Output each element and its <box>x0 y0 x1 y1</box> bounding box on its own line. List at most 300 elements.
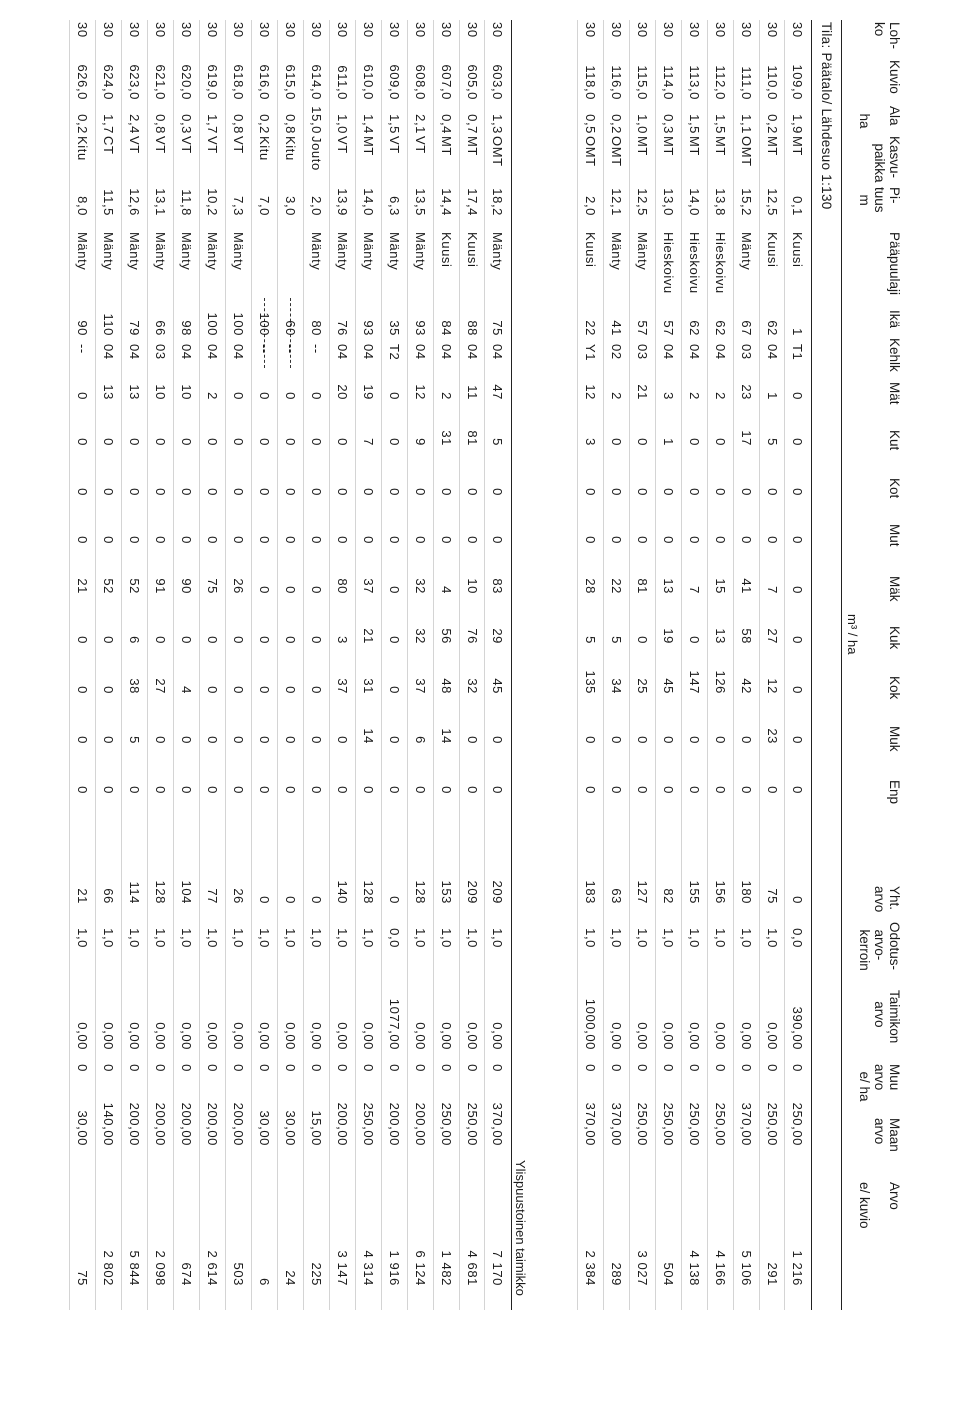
cell-kehlk: 04 <box>490 344 505 360</box>
cell-kok: 34 <box>609 678 624 694</box>
cell-muk: 0 <box>101 736 116 744</box>
cell-kp: VT <box>335 136 350 154</box>
cell-kot: 0 <box>713 488 728 496</box>
cell-mut: 0 <box>231 536 246 544</box>
cell-mut: 0 <box>790 536 805 544</box>
cell-laji: Mänty <box>335 232 350 271</box>
cell-enp: 0 <box>257 786 272 794</box>
cell-yht: 183 <box>583 880 598 904</box>
cell-muk: 0 <box>205 736 220 744</box>
cell-yht: 209 <box>490 880 505 904</box>
cell-kehlk: 04 <box>439 344 454 360</box>
cell-kot: 0 <box>609 488 624 496</box>
cell-kot: 0 <box>335 488 350 496</box>
cell-mak: 0 <box>257 586 272 594</box>
cell-odotus: 1,0 <box>609 928 624 948</box>
cell-kuvio: 605,0 <box>465 64 480 100</box>
cell-mut: 0 <box>765 536 780 544</box>
cell-ika: 100 <box>205 312 220 336</box>
cell-kuvio: 616,0 <box>257 64 272 100</box>
cell-muu: 0 <box>465 1064 480 1072</box>
cell-laji: Kuusi <box>465 232 480 268</box>
cell-ala: 1,7 <box>101 114 116 134</box>
cell-odotus: 1,0 <box>583 928 598 948</box>
cell-kut: 9 <box>413 438 428 446</box>
cell-maan: 30,00 <box>75 1110 90 1146</box>
cell-taimikon: 0,00 <box>635 1022 650 1050</box>
cell-mut: 0 <box>283 536 298 544</box>
header-mak: Mäk <box>887 576 902 602</box>
cell-enp: 0 <box>387 786 402 794</box>
cell-arvo: 6 <box>257 1278 272 1286</box>
cell-kuk: 5 <box>609 636 624 644</box>
cell-enp: 0 <box>75 786 90 794</box>
cell-muk: 0 <box>687 736 702 744</box>
cell-kut: 31 <box>439 430 454 446</box>
cell-pit: 17,4 <box>465 188 480 216</box>
cell-kuvio: 112,0 <box>713 65 728 100</box>
cell-mak: 41 <box>739 578 754 594</box>
cell-mak: 0 <box>309 586 324 594</box>
table-row <box>199 20 226 1310</box>
cell-maan: 250,00 <box>361 1102 376 1146</box>
cell-loh: 30 <box>687 22 702 38</box>
cell-mat: 0 <box>790 392 805 400</box>
cell-arvo: 4 138 <box>687 1250 702 1286</box>
cell-kuk: 0 <box>179 636 194 644</box>
cell-kut: 0 <box>387 438 402 446</box>
cell-ika: 75 <box>490 320 505 336</box>
cell-muu: 0 <box>439 1064 454 1072</box>
cell-kp: Kitu <box>75 136 90 161</box>
cell-kut: 5 <box>490 438 505 446</box>
cell-pit: 18,2 <box>490 188 505 216</box>
cell-laji: Kuusi <box>790 232 805 268</box>
cell-pit: 13,1 <box>153 188 168 216</box>
cell-arvo: 1 916 <box>387 1250 402 1286</box>
cell-kuk: 0 <box>687 636 702 644</box>
cell-muu: 0 <box>635 1064 650 1072</box>
cell-odotus: 0,0 <box>387 928 402 948</box>
cell-mut: 0 <box>101 536 116 544</box>
header-kehlk: Kehlk <box>887 338 902 372</box>
cell-mak: 13 <box>661 578 676 594</box>
cell-ala: 0,2 <box>765 114 780 134</box>
cell-pit: 13,9 <box>335 188 350 216</box>
cell-kuvio: 615,0 <box>283 64 298 100</box>
cell-yht: 66 <box>101 888 116 904</box>
cell-ika: 22 <box>583 320 598 336</box>
cell-kok: 0 <box>75 686 90 694</box>
cell-muu: 0 <box>609 1064 624 1072</box>
table-row <box>277 20 304 1310</box>
table-row <box>355 20 382 1310</box>
cell-mut: 0 <box>309 536 324 544</box>
cell-mut: 0 <box>335 536 350 544</box>
cell-loh: 30 <box>490 22 505 38</box>
cell-kuk: 0 <box>283 636 298 644</box>
cell-kok: 37 <box>413 678 428 694</box>
cell-kehlk: 04 <box>335 344 350 360</box>
cell-muk: 0 <box>490 736 505 744</box>
cell-ala: 0,8 <box>153 114 168 134</box>
cell-kok: 0 <box>257 686 272 694</box>
cell-mut: 0 <box>583 536 598 544</box>
cell-ala: 0,3 <box>179 114 194 134</box>
cell-loh: 30 <box>335 22 350 38</box>
header-enp: Enp <box>887 780 902 805</box>
cell-mak: 91 <box>153 578 168 594</box>
cell-muu: 0 <box>583 1064 598 1072</box>
header-loh: Loh- ko <box>872 22 902 50</box>
cell-muu: 0 <box>127 1064 142 1072</box>
cell-mut: 0 <box>635 536 650 544</box>
cell-kot: 0 <box>179 488 194 496</box>
table-row <box>147 20 174 1310</box>
cell-kehlk: -- <box>257 344 272 354</box>
cell-laji: Mänty <box>101 232 116 271</box>
cell-kuvio: 620,0 <box>179 64 194 100</box>
cell-kot: 0 <box>687 488 702 496</box>
cell-kuvio: 114,0 <box>661 65 676 100</box>
cell-kok: 147 <box>687 670 702 694</box>
cell-laji: Kuusi <box>439 232 454 268</box>
cell-mak: 83 <box>490 578 505 594</box>
cell-kot: 0 <box>739 488 754 496</box>
cell-kok: 42 <box>739 678 754 694</box>
cell-yht: 0 <box>790 896 805 904</box>
table-row <box>433 20 460 1310</box>
cell-yht: 128 <box>153 880 168 904</box>
cell-ika: 88 <box>465 320 480 336</box>
cell-kehlk: 03 <box>739 344 754 360</box>
cell-pit: 6,3 <box>387 196 402 216</box>
cell-mat: 13 <box>127 384 142 400</box>
cell-pit: 0,1 <box>790 196 805 216</box>
rotated-table-sheet <box>75 0 960 1330</box>
cell-maan: 15,00 <box>309 1110 324 1146</box>
section-label: Ylispuustoinen taimikko <box>513 1160 528 1296</box>
cell-pit: 14,0 <box>687 188 702 216</box>
cell-taimikon: 0,00 <box>713 1022 728 1050</box>
cell-muu: 0 <box>713 1064 728 1072</box>
header-muu: Muu arvo e/ ha <box>857 1064 902 1102</box>
cell-kp: OMT <box>739 136 754 167</box>
cell-kp: OMT <box>583 136 598 167</box>
cell-kut: 3 <box>583 438 598 446</box>
header-taimikon: Taimikon arvo <box>872 990 902 1044</box>
cell-kuvio: 609,0 <box>387 64 402 100</box>
header-kot: Kot <box>887 478 902 499</box>
cell-kut: 0 <box>335 438 350 446</box>
cell-laji: Mänty <box>153 232 168 271</box>
cell-mut: 0 <box>439 536 454 544</box>
table-row <box>381 20 408 1310</box>
cell-arvo: 504 <box>661 1262 676 1286</box>
cell-kot: 0 <box>283 488 298 496</box>
cell-kp: OMT <box>490 136 505 167</box>
cell-kp: MT <box>361 136 376 156</box>
cell-muk: 0 <box>739 736 754 744</box>
cell-taimikon: 0,00 <box>231 1022 246 1050</box>
cell-odotus: 1,0 <box>309 928 324 948</box>
cell-pit: 12,1 <box>609 188 624 216</box>
cell-kuvio: 109,0 <box>790 64 805 100</box>
cell-kehlk: 03 <box>635 344 650 360</box>
cell-pit: 15,2 <box>739 188 754 216</box>
cell-kut: 7 <box>361 438 376 446</box>
cell-enp: 0 <box>465 786 480 794</box>
cell-laji: Mänty <box>635 232 650 271</box>
cell-odotus: 1,0 <box>179 928 194 948</box>
cell-taimikon: 390,00 <box>790 1006 805 1050</box>
cell-odotus: 1,0 <box>635 928 650 948</box>
cell-odotus: 1,0 <box>739 928 754 948</box>
cell-kuk: 0 <box>387 636 402 644</box>
cell-kot: 0 <box>765 488 780 496</box>
cell-loh: 30 <box>101 22 116 38</box>
cell-taimikon: 0,00 <box>335 1022 350 1050</box>
cell-kuvio: 624,0 <box>101 64 116 100</box>
cell-loh: 30 <box>283 22 298 38</box>
cell-yht: 77 <box>205 888 220 904</box>
cell-ala: 2,1 <box>413 114 428 134</box>
cell-mat: 0 <box>283 392 298 400</box>
cell-enp: 0 <box>583 786 598 794</box>
cell-mut: 0 <box>609 536 624 544</box>
cell-mak: 81 <box>635 578 650 594</box>
cell-yht: 127 <box>635 880 650 904</box>
cell-kuvio: 116,0 <box>609 65 624 100</box>
cell-pit: 14,4 <box>439 188 454 216</box>
cell-kut: 0 <box>179 438 194 446</box>
cell-arvo: 75 <box>75 1270 90 1286</box>
cell-muu: 0 <box>283 1064 298 1072</box>
cell-mak: 32 <box>413 578 428 594</box>
cell-taimikon: 0,00 <box>439 1022 454 1050</box>
cell-kuvio: 623,0 <box>127 64 142 100</box>
cell-maan: 30,00 <box>257 1110 272 1146</box>
table-row <box>329 20 356 1310</box>
table-row <box>629 20 656 1310</box>
cell-odotus: 1,0 <box>439 928 454 948</box>
cell-arvo: 3 147 <box>335 1250 350 1286</box>
cell-kuvio: 608,0 <box>413 64 428 100</box>
cell-kok: 0 <box>205 686 220 694</box>
cell-kut: 5 <box>765 438 780 446</box>
cell-enp: 0 <box>205 786 220 794</box>
cell-kehlk: T1 <box>790 344 805 361</box>
cell-enp: 0 <box>127 786 142 794</box>
cell-yht: 0 <box>387 896 402 904</box>
cell-ala: 1,7 <box>205 114 220 134</box>
cell-arvo: 5 106 <box>739 1250 754 1286</box>
cell-ika: 100 <box>257 312 272 336</box>
table-row <box>173 20 200 1310</box>
cell-odotus: 0,0 <box>790 928 805 948</box>
cell-mat: 21 <box>635 384 650 400</box>
cell-pit: 13,8 <box>713 188 728 216</box>
cell-kok: 0 <box>309 686 324 694</box>
cell-ala: 1,9 <box>790 114 805 134</box>
cell-kuk: 6 <box>127 636 142 644</box>
cell-enp: 0 <box>765 786 780 794</box>
cell-mat: 0 <box>75 392 90 400</box>
cell-odotus: 1,0 <box>101 928 116 948</box>
cell-mak: 22 <box>609 578 624 594</box>
cell-laji: Mänty <box>127 232 142 271</box>
cell-mak: 0 <box>283 586 298 594</box>
cell-mat: 2 <box>687 392 702 400</box>
cell-laji: Kuusi <box>765 232 780 268</box>
cell-muk: 14 <box>361 728 376 744</box>
cell-kp: Jouto <box>309 136 324 171</box>
table-row <box>577 20 604 1310</box>
cell-mat: 1 <box>765 392 780 400</box>
cell-odotus: 1,0 <box>687 928 702 948</box>
cell-muk: 0 <box>635 736 650 744</box>
cell-kut: 0 <box>127 438 142 446</box>
cell-ala: 0,4 <box>439 114 454 134</box>
cell-kehlk: 04 <box>231 344 246 360</box>
cell-mut: 0 <box>687 536 702 544</box>
cell-kot: 0 <box>413 488 428 496</box>
cell-loh: 30 <box>387 22 402 38</box>
cell-kot: 0 <box>387 488 402 496</box>
cell-pit: 7,3 <box>231 196 246 216</box>
cell-maan: 140,00 <box>101 1102 116 1146</box>
table-row <box>603 20 630 1310</box>
header-muk: Muk <box>887 726 902 752</box>
cell-mak: 28 <box>583 578 598 594</box>
cell-muk: 5 <box>127 736 142 744</box>
cell-kok: 38 <box>127 678 142 694</box>
cell-kot: 0 <box>127 488 142 496</box>
cell-taimikon: 0,00 <box>101 1022 116 1050</box>
cell-kuk: 19 <box>661 628 676 644</box>
cell-muu: 0 <box>739 1064 754 1072</box>
cell-taimikon: 0,00 <box>75 1022 90 1050</box>
table-row <box>784 20 812 1310</box>
cell-kot: 0 <box>583 488 598 496</box>
cell-kehlk: 04 <box>205 344 220 360</box>
cell-arvo: 1 482 <box>439 1250 454 1286</box>
cell-mak: 75 <box>205 578 220 594</box>
cell-mut: 0 <box>205 536 220 544</box>
cell-mak: 80 <box>335 578 350 594</box>
cell-laji: Mänty <box>179 232 194 271</box>
cell-kuk: 32 <box>413 628 428 644</box>
cell-kehlk: 04 <box>179 344 194 360</box>
cell-mut: 0 <box>257 536 272 544</box>
cell-mut: 0 <box>713 536 728 544</box>
cell-mat: 2 <box>205 392 220 400</box>
cell-kuvio: 113,0 <box>687 65 702 100</box>
cell-kuvio: 619,0 <box>205 64 220 100</box>
cell-kehlk: 04 <box>127 344 142 360</box>
cell-mut: 0 <box>361 536 376 544</box>
table-row <box>225 20 252 1310</box>
cell-kehlk: 02 <box>609 344 624 360</box>
cell-kot: 0 <box>635 488 650 496</box>
table-row <box>733 20 760 1310</box>
cell-kehlk: -- <box>309 344 324 354</box>
cell-kut: 1 <box>661 438 676 446</box>
cell-ala: 1,0 <box>335 114 350 134</box>
cell-ala: 0,2 <box>257 114 272 134</box>
cell-taimikon: 0,00 <box>127 1022 142 1050</box>
cell-kok: 12 <box>765 678 780 694</box>
cell-mak: 15 <box>713 578 728 594</box>
cell-taimikon: 0,00 <box>465 1022 480 1050</box>
cell-kehlk: 04 <box>765 344 780 360</box>
cell-kuvio: 110,0 <box>765 65 780 100</box>
cell-ika: 93 <box>361 320 376 336</box>
cell-kp: CT <box>101 136 116 155</box>
cell-laji: Hieskoivu <box>687 232 702 294</box>
cell-muu: 0 <box>387 1064 402 1072</box>
cell-kot: 0 <box>153 488 168 496</box>
cell-ala: 0,2 <box>75 114 90 134</box>
cell-odotus: 1,0 <box>127 928 142 948</box>
cell-kut: 0 <box>205 438 220 446</box>
cell-muk: 0 <box>661 736 676 744</box>
cell-mut: 0 <box>75 536 90 544</box>
cell-muu: 0 <box>490 1064 505 1072</box>
cell-ala: 1,3 <box>490 114 505 134</box>
cell-kok: 25 <box>635 678 650 694</box>
cell-mak: 37 <box>361 578 376 594</box>
cell-yht: 0 <box>283 896 298 904</box>
header-mut: Mut <box>887 524 902 547</box>
cell-maan: 200,00 <box>205 1102 220 1146</box>
cell-kut: 17 <box>739 430 754 446</box>
cell-laji: Mänty <box>490 232 505 271</box>
cell-yht: 128 <box>413 880 428 904</box>
cell-muk: 0 <box>153 736 168 744</box>
cell-mak: 52 <box>101 578 116 594</box>
cell-laji: Hieskoivu <box>713 232 728 294</box>
cell-kot: 0 <box>465 488 480 496</box>
cell-kuk: 29 <box>490 628 505 644</box>
cell-enp: 0 <box>439 786 454 794</box>
header-odotus: Odotus- arvo- kerroin <box>857 922 902 971</box>
cell-muu: 0 <box>335 1064 350 1072</box>
cell-kuvio: 621,0 <box>153 64 168 100</box>
cell-maan: 200,00 <box>231 1102 246 1146</box>
cell-muu: 0 <box>205 1064 220 1072</box>
cell-pit: 11,8 <box>179 189 194 216</box>
cell-kut: 0 <box>635 438 650 446</box>
cell-arvo: 5 844 <box>127 1250 142 1286</box>
cell-muu: 0 <box>153 1064 168 1072</box>
cell-odotus: 1,0 <box>661 928 676 948</box>
cell-taimikon: 0,00 <box>765 1022 780 1050</box>
cell-muk: 0 <box>713 736 728 744</box>
cell-taimikon: 0,00 <box>361 1022 376 1050</box>
cell-kp: VT <box>153 136 168 154</box>
cell-kehlk: 04 <box>361 344 376 360</box>
cell-kot: 0 <box>361 488 376 496</box>
cell-muk: 0 <box>609 736 624 744</box>
cell-ika: 57 <box>635 320 650 336</box>
cell-ika: 76 <box>335 320 350 336</box>
header-ala: Ala ha <box>857 106 902 129</box>
cell-muk: 0 <box>257 736 272 744</box>
cell-mat: 0 <box>309 392 324 400</box>
header-kuvio: Kuvio <box>887 60 902 94</box>
cell-pit: 13,5 <box>413 188 428 216</box>
